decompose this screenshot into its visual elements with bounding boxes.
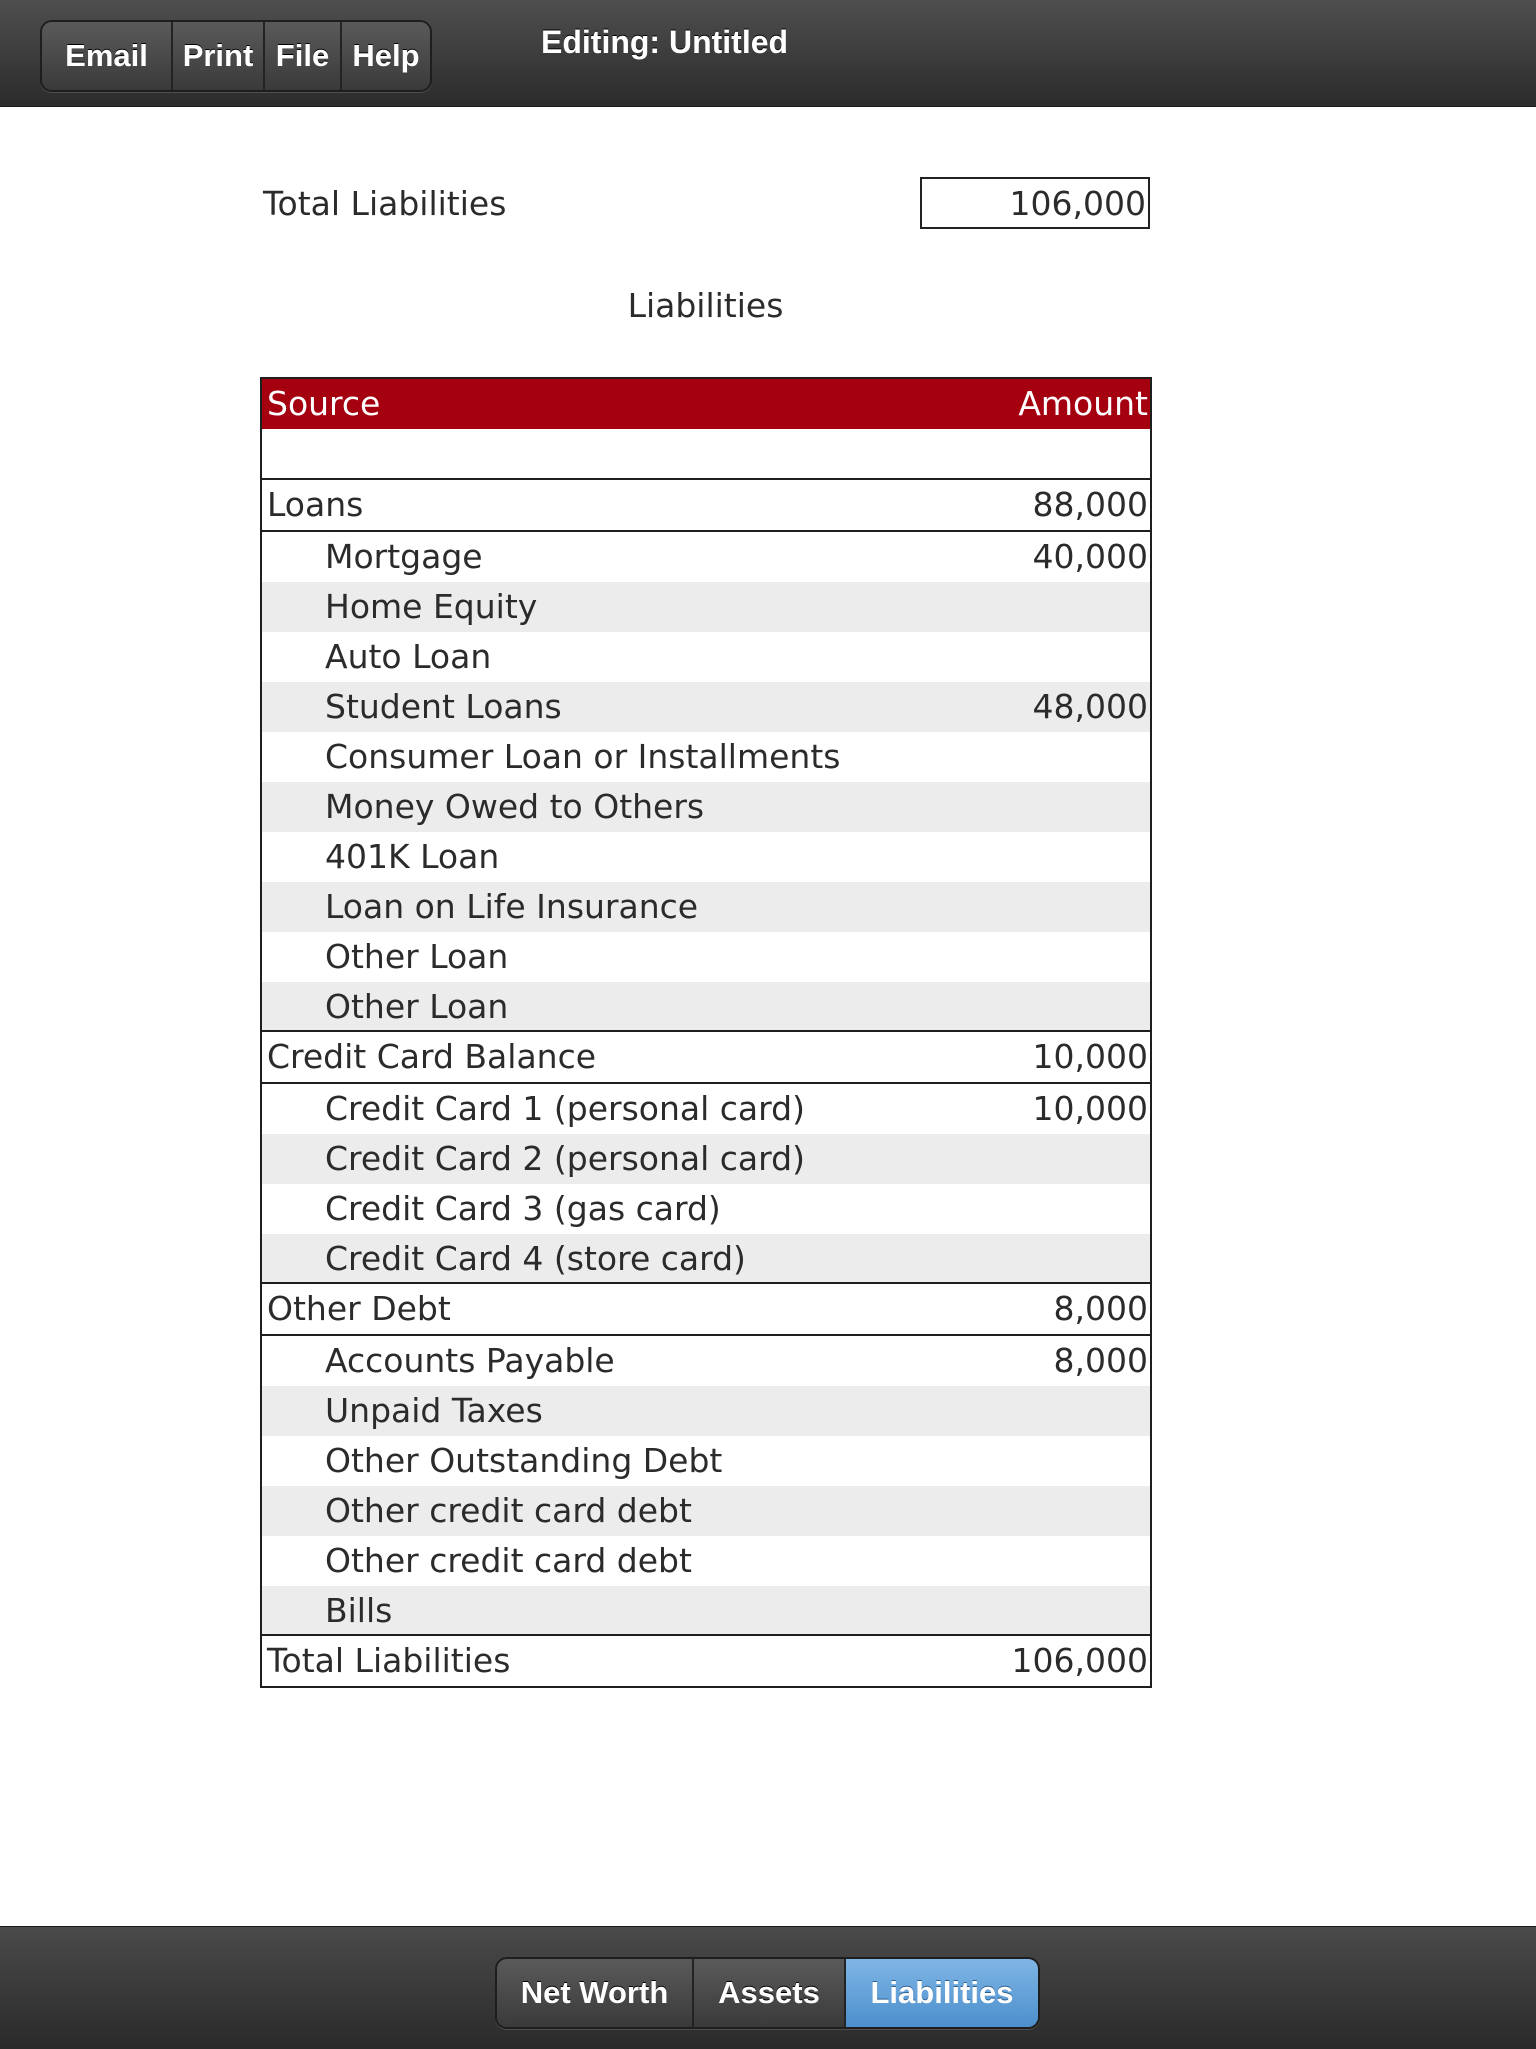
row-label: Auto Loan	[325, 637, 492, 676]
row-label: Other Loan	[325, 937, 509, 976]
row-label: Bills	[325, 1591, 393, 1630]
tab-assets[interactable]: Assets	[694, 1959, 846, 2027]
group-label: Other Debt	[267, 1289, 451, 1328]
table-row[interactable]	[262, 532, 1150, 582]
row-label: Loan on Life Insurance	[325, 887, 699, 926]
table-row[interactable]	[262, 832, 1150, 882]
row-label: Money Owed to Others	[325, 787, 705, 826]
table-row[interactable]	[262, 882, 1150, 932]
row-label: Other Outstanding Debt	[325, 1441, 723, 1480]
table-row[interactable]	[262, 732, 1150, 782]
row-label: Other Loan	[325, 987, 509, 1026]
table-row[interactable]	[262, 1586, 1150, 1636]
table-row[interactable]	[262, 1536, 1150, 1586]
table-row[interactable]	[262, 1336, 1150, 1386]
table-row[interactable]	[262, 1386, 1150, 1436]
total-amount: 106,000	[1011, 1641, 1148, 1680]
row-amount[interactable]: 10,000	[1032, 1089, 1148, 1128]
tab-net-worth[interactable]: Net Worth	[497, 1959, 694, 2027]
row-label: Accounts Payable	[325, 1341, 615, 1380]
table-row[interactable]	[262, 1234, 1150, 1284]
group-label: Credit Card Balance	[267, 1037, 597, 1076]
table-row[interactable]	[262, 682, 1150, 732]
group-row	[262, 480, 1150, 532]
table-row[interactable]	[262, 982, 1150, 1032]
table-header	[262, 379, 1150, 429]
row-label: Credit Card 4 (store card)	[325, 1239, 746, 1278]
group-amount: 8,000	[1053, 1289, 1148, 1328]
row-label: 401K Loan	[325, 837, 500, 876]
top-menu	[40, 20, 432, 92]
row-label: Unpaid Taxes	[325, 1391, 543, 1430]
total-row	[262, 1636, 1150, 1686]
help-button[interactable]: Help	[342, 22, 430, 90]
row-label: Credit Card 3 (gas card)	[325, 1189, 721, 1228]
file-button[interactable]: File	[265, 22, 342, 90]
blank-row[interactable]	[262, 429, 1150, 480]
amount-column-header: Amount	[1018, 384, 1148, 423]
row-label: Other credit card debt	[325, 1491, 692, 1530]
row-label: Credit Card 2 (personal card)	[325, 1139, 805, 1178]
print-button[interactable]: Print	[173, 22, 265, 90]
tab-liabilities[interactable]: Liabilities	[846, 1959, 1038, 2027]
row-amount[interactable]: 40,000	[1032, 537, 1148, 576]
table-row[interactable]	[262, 1084, 1150, 1134]
group-row	[262, 1032, 1150, 1084]
bottom-tab-bar	[0, 1926, 1536, 2049]
email-button[interactable]: Email	[42, 22, 173, 90]
table-row[interactable]	[262, 1486, 1150, 1536]
table-row[interactable]	[262, 1134, 1150, 1184]
total-label: Total Liabilities	[267, 1641, 511, 1680]
row-amount[interactable]: 48,000	[1032, 687, 1148, 726]
group-amount: 88,000	[1032, 485, 1148, 524]
table-row[interactable]	[262, 1436, 1150, 1486]
table-row[interactable]	[262, 582, 1150, 632]
group-label: Loans	[267, 485, 364, 524]
row-label: Credit Card 1 (personal card)	[325, 1089, 805, 1128]
total-liabilities-label: Total Liabilities	[263, 184, 507, 223]
top-toolbar	[0, 0, 1536, 107]
row-label: Other credit card debt	[325, 1541, 692, 1580]
row-amount[interactable]: 8,000	[1053, 1341, 1148, 1380]
row-label: Student Loans	[325, 687, 562, 726]
bottom-tabs	[495, 1957, 1040, 2029]
row-label: Mortgage	[325, 537, 483, 576]
table-row[interactable]	[262, 932, 1150, 982]
table-row[interactable]	[262, 1184, 1150, 1234]
group-amount: 10,000	[1032, 1037, 1148, 1076]
editing-title: Editing: Untitled	[541, 24, 789, 60]
row-label: Home Equity	[325, 587, 538, 626]
source-column-header: Source	[267, 384, 381, 423]
table-row[interactable]	[262, 782, 1150, 832]
row-label: Consumer Loan or Installments	[325, 737, 841, 776]
total-liabilities-field[interactable]: 106,000	[920, 177, 1150, 229]
section-title: Liabilities	[627, 286, 784, 325]
liabilities-table	[260, 377, 1152, 1688]
table-row[interactable]	[262, 632, 1150, 682]
group-row	[262, 1284, 1150, 1336]
